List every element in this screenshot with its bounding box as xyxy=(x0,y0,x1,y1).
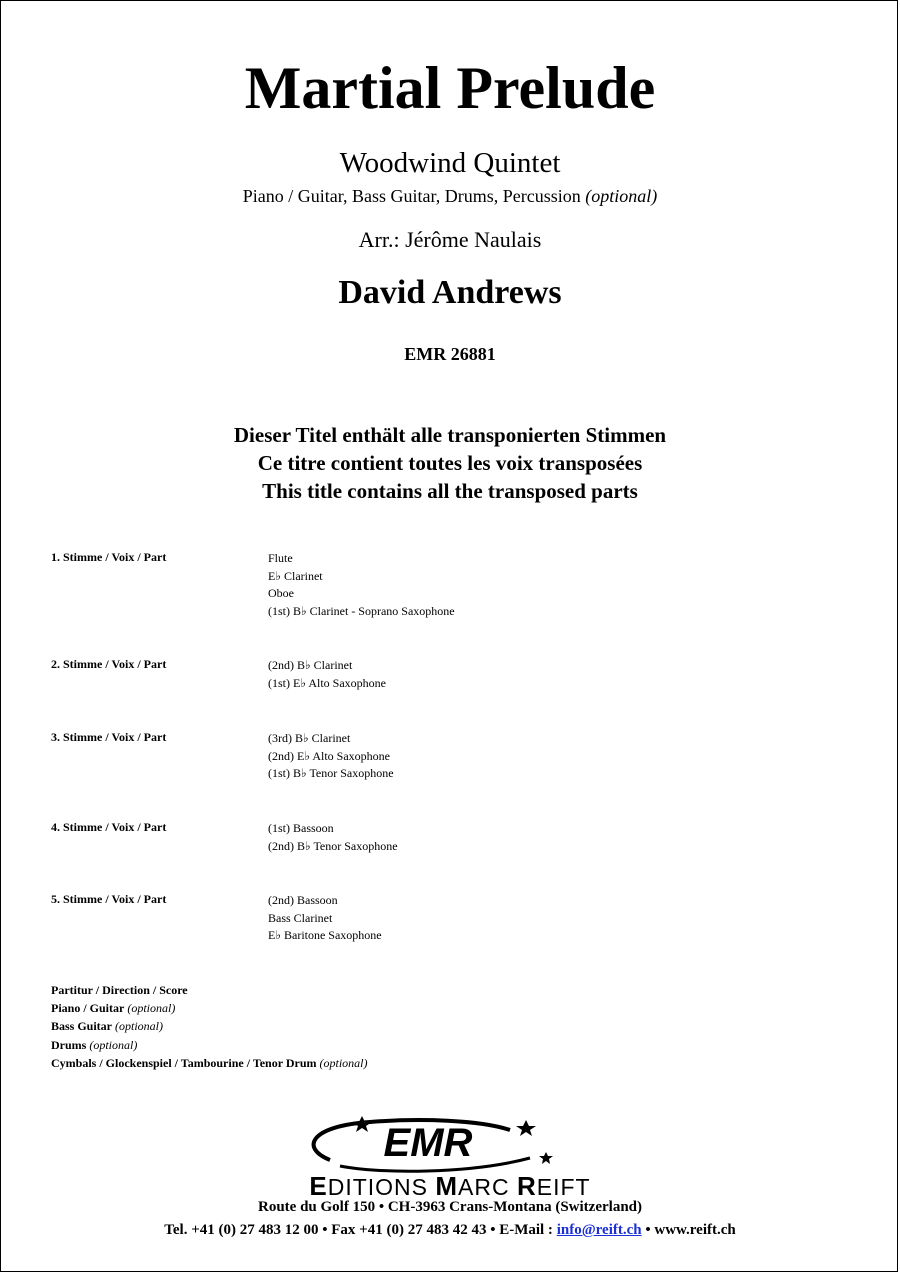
part-instruments xyxy=(268,892,382,945)
instrumentation xyxy=(0,184,900,208)
part-label: 1. Stimme / Voix / Part xyxy=(51,550,167,564)
instrument: (1st) B♭ Clarinet - Soprano Saxophone xyxy=(268,603,455,618)
instrumentation-optional: (optional) xyxy=(585,186,658,206)
publisher-contact: Tel. +41 (0) 27 483 12 00 • Fax +41 (0) 27 483 42 43 • E-Mail : info@reift.ch • www.reift.ch xyxy=(164,1222,736,1238)
publisher-name: EDITIONS MARC REIFT xyxy=(309,1171,591,1201)
instrument: (1st) B♭ Tenor Saxophone xyxy=(268,766,394,780)
emr-logo xyxy=(300,1108,560,1178)
extra-item: Drums (optional) xyxy=(51,1037,138,1052)
instrument: (1st) E♭ Alto Saxophone xyxy=(268,675,386,690)
instrument: (2nd) Bassoon xyxy=(268,893,338,907)
instrument: (2nd) B♭ Tenor Saxophone xyxy=(268,838,398,853)
instrumentation-main: Piano / Guitar, Bass Guitar, Drums, Percussion xyxy=(242,186,581,206)
catalog-code: EMR 26881 xyxy=(404,344,496,364)
part-instruments xyxy=(268,550,455,620)
part-label: 4. Stimme / Voix / Part xyxy=(51,820,167,834)
star-icon xyxy=(516,1120,536,1136)
extra-item: Cymbals / Glockenspiel / Tambourine / Tenor Drum (optional) xyxy=(51,1055,368,1070)
instrument: Bass Clarinet xyxy=(268,910,333,925)
extra-item: Partitur / Direction / Score xyxy=(51,983,188,997)
star-icon xyxy=(539,1152,553,1164)
composer: David Andrews xyxy=(338,274,562,311)
email-link[interactable]: info@reift.ch xyxy=(556,1222,642,1238)
part-instruments xyxy=(268,730,394,783)
part-label: 2. Stimme / Voix / Part xyxy=(51,657,167,671)
part-label: 3. Stimme / Voix / Part xyxy=(51,730,167,744)
notice-line-de: Dieser Titel enthält alle transponierten Stimmen xyxy=(233,423,667,447)
instrument: (2nd) B♭ Clarinet xyxy=(268,658,353,672)
instrument: Flute xyxy=(268,551,293,565)
instrument: E♭ Clarinet xyxy=(268,568,323,583)
logo-text: EMR xyxy=(383,1121,473,1165)
extras-list xyxy=(51,981,368,1072)
star-icon xyxy=(352,1116,372,1132)
publisher-address: Route du Golf 150 • CH-3963 Crans-Montana (Switzerland) xyxy=(258,1199,642,1215)
page-title: Martial Prelude xyxy=(244,55,656,121)
part-instruments xyxy=(268,657,386,692)
part-label: 5. Stimme / Voix / Part xyxy=(51,892,167,906)
extra-item: Bass Guitar (optional) xyxy=(51,1019,164,1034)
notice-line-en: This title contains all the transposed parts xyxy=(262,479,638,503)
instrument: E♭ Baritone Saxophone xyxy=(268,928,382,942)
instrument: (2nd) E♭ Alto Saxophone xyxy=(268,748,390,763)
notice-line-fr: Ce titre contient toutes les voix transposées xyxy=(257,451,643,475)
transposition-notice xyxy=(0,421,900,505)
instrument: (3rd) B♭ Clarinet xyxy=(268,731,351,745)
instrument: (1st) Bassoon xyxy=(268,821,334,835)
part-instruments xyxy=(268,820,398,855)
arranger: Arr.: Jérôme Naulais xyxy=(358,227,542,252)
instrument: Oboe xyxy=(268,586,294,600)
extra-item: Piano / Guitar (optional) xyxy=(51,1001,176,1016)
subtitle: Woodwind Quintet xyxy=(339,147,561,179)
